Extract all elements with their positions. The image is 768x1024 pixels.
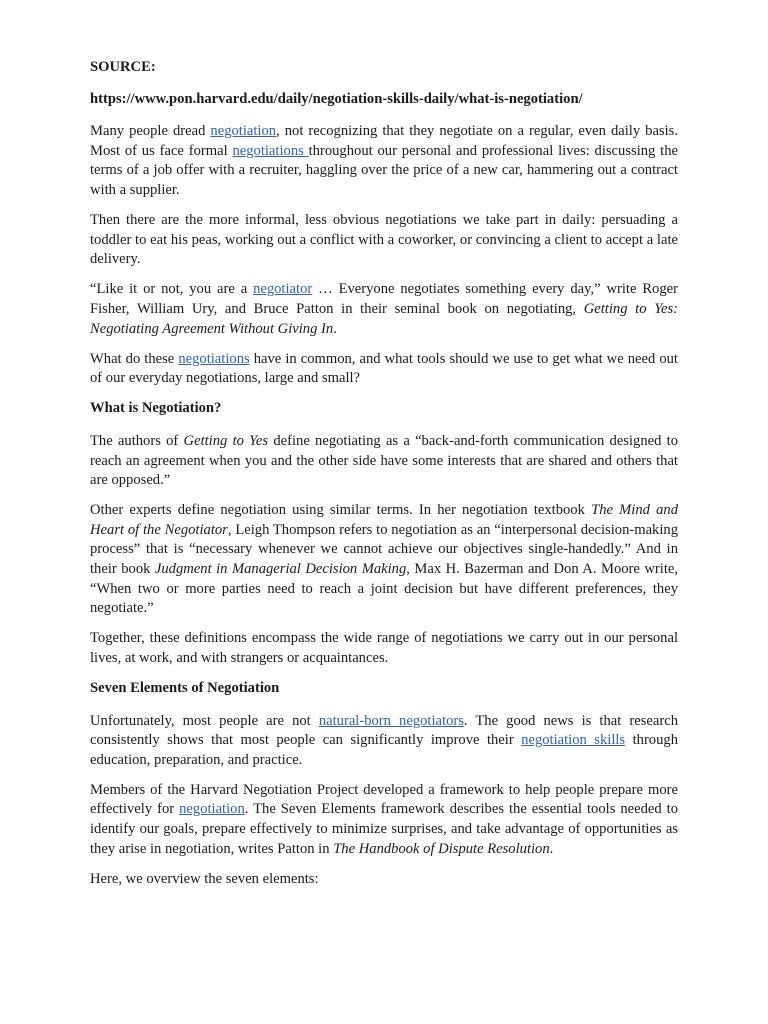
paragraph-definition: The authors of Getting to Yes define negotiating as a “back-and-forth communication designed to reach an agreement when you and the other side have some interests that are shared and others that are opposed.” (90, 432, 678, 489)
link-negotiator[interactable]: negotiator (253, 281, 313, 298)
paragraph-overview: Here, we overview the seven elements: (90, 870, 319, 887)
heading-what-is-negotiation: What is Negotiation? (90, 400, 222, 417)
link-negotiations[interactable]: negotiations (232, 142, 309, 159)
document-body (90, 58, 678, 900)
link-negotiations-2[interactable]: negotiations (178, 350, 250, 367)
paragraph-unfortunately: Unfortunately, most people are not natural-born negotiators. The good news is that research consistently shows that most people can significantly improve their negotiation skills through education, preparation, and practice. (90, 712, 678, 768)
source-label: SOURCE: (90, 59, 156, 75)
heading-seven-elements: Seven Elements of Negotiation (90, 679, 280, 696)
paragraph-framework: Members of the Harvard Negotiation Project developed a framework to help people prepare more effectively for negotiation. The Seven Elements framework describes the essential tools needed to identify our goals, prepare effectively to minimize surprises, and take advantage of opportunities as they arise in negotiation, writes Patton in The Handbook of Dispute Resolution. (90, 781, 679, 857)
paragraph-experts: Other experts define negotiation using similar terms. In her negotiation textbook The Mind and Heart of the Negotiator, Leigh Thompson refers to negotiation as an “interpersonal decision-making process” that is “necessary whenever we cannot achieve our objectives single-handedly.” And in their book Judgment in Managerial Decision Making, Max H. Bazerman and Don A. Moore write, “When two or more parties need to reach a joint decision but have different preferences, they negotiate.” (90, 502, 678, 617)
link-negotiation-2[interactable]: negotiation (179, 801, 245, 818)
book-title-getting-to-yes: Getting to Yes: Negotiating Agreement Without Giving In (90, 300, 678, 337)
paragraph-intro: Many people dread negotiation, not recognizing that they negotiate on a regular, even daily basis. Most of us face formal negotiations throughout our personal and professional lives: discussing the terms of a job offer with a recruiter, haggling over the price of a new car, hammering out a contract with a supplier. (90, 123, 678, 198)
link-negotiation-skills[interactable]: negotiation skills (521, 732, 626, 749)
paragraph-quote: “Like it or not, you are a negotiator … Everyone negotiates something every day,” write Roger Fisher, William Ury, and Bruce Patton in their seminal book on negotiating, Getting to Yes: Negotiating Agreement Without Giving In. (90, 281, 678, 337)
link-natural-born-negotiators[interactable]: natural-born negotiators (318, 712, 464, 729)
link-negotiation[interactable]: negotiation (210, 123, 277, 140)
paragraph-informal: Then there are the more informal, less obvious negotiations we take part in daily: persuading a toddler to eat his peas, working out a conflict with a coworker, or convincing a client to accept a late delivery. (90, 212, 678, 268)
paragraph-question: What do these negotiations have in common, and what tools should we use to get what we need out of our everyday negotiations, large and small? (90, 350, 678, 387)
source-url: https://www.pon.harvard.edu/daily/negotiation-skills-daily/what-is-negotiation/ (90, 91, 583, 108)
paragraph-together: Together, these definitions encompass the wide range of negotiations we carry out in our personal lives, at work, and with strangers or acquaintances. (90, 630, 678, 666)
